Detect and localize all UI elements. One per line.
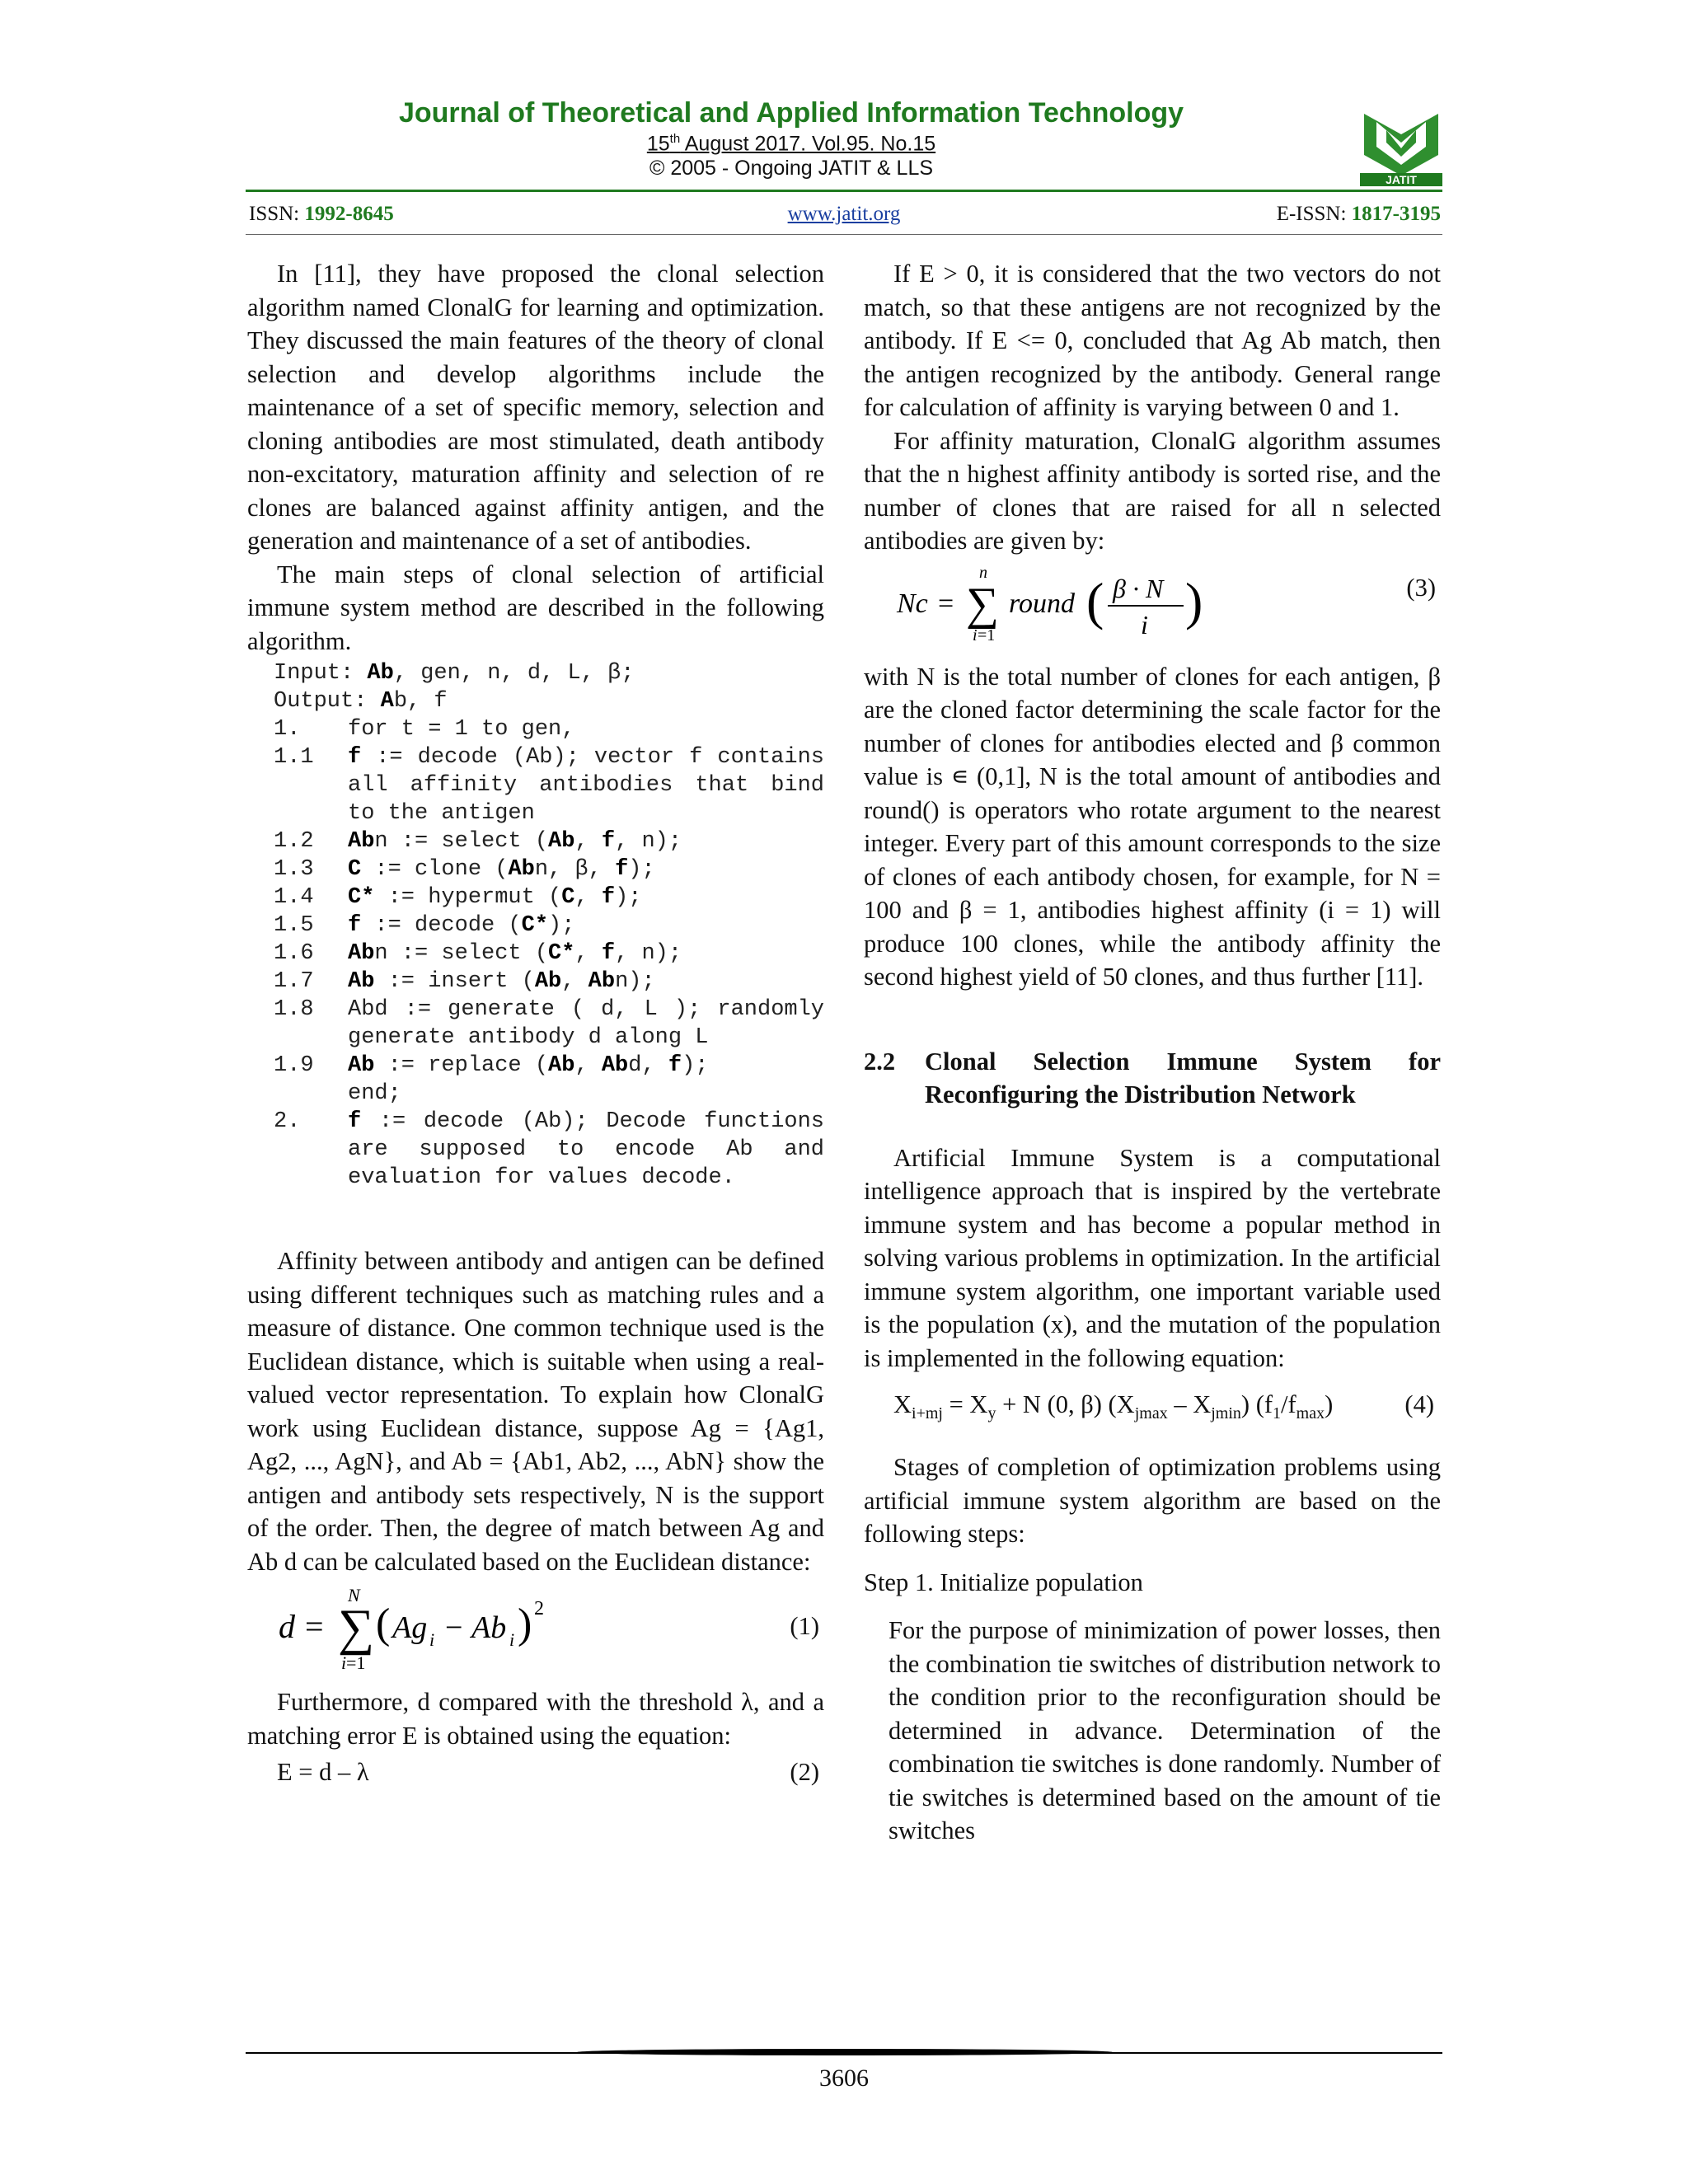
paragraph: For affinity maturation, ClonalG algorithm assumes that the n highest affinity antibody is sorted rise, and the number of clones that are raised for all n selected antibodies are given by: — [864, 426, 1441, 555]
svg-text:(: ( — [376, 1601, 391, 1647]
equation-1-formula — [247, 1578, 775, 1675]
date-day: 15 — [646, 132, 670, 156]
paragraph: Stages of completion of optimization problems using artificial immune system algorithm are based on the following steps: — [864, 1453, 1441, 1548]
equation-1 — [247, 1578, 824, 1675]
step-heading: Step 1. Initialize population — [864, 1568, 1143, 1596]
right-column — [864, 257, 1441, 1848]
svg-text:Ag: Ag — [392, 1610, 428, 1645]
svg-text:i: i — [429, 1629, 435, 1650]
equation-3-formula — [864, 558, 1375, 649]
svg-text:=: = — [938, 588, 954, 619]
page-number: 3606 — [819, 2064, 869, 2092]
eissn: E-ISSN: 1817-3195 — [1276, 203, 1441, 225]
algo-line: end; — [348, 1081, 401, 1106]
algo-line: 2. f := decode (Ab); Decode functions are supposed to encode Ab and evaluation for values decode. — [274, 1109, 824, 1190]
svg-text:round: round — [1009, 588, 1075, 619]
algorithm-block — [274, 659, 824, 1192]
svg-text:∑: ∑ — [338, 1600, 375, 1656]
header-rule — [246, 190, 1442, 192]
svg-text:i: i — [509, 1629, 515, 1650]
paragraph: In [11], they have proposed the clonal selection algorithm named ClonalG for learning and optimization. They discussed the main features of the theory of clonal selection and develop algorithms include the maintenance of a set of specific memory, selection and cloning antibodies are most stimulated, death antibody non-excitatory, maturation affinity and selection of re clones are balanced against affinity antigen, and the generation and maintenance of a set of antibodies. — [247, 260, 824, 555]
left-column — [247, 257, 824, 1792]
algo-line: 1.4 C* := hypermut (C, f); — [274, 885, 642, 910]
equation-4-formula: $X_{i+mj} = X_y + N$ (0, β) $(X_{jmax} - X_{jmin})$ $(f_1/f_{max})$ — [893, 1390, 1334, 1423]
paragraph: Affinity between antibody and antigen can be defined using different techniques such as matching rules and a measure of distance. One common technique used is the Euclidean distance, which is suitable when using a real-valued vector representation. To explain how ClonalG work using Euclidean distance, suppose Ag = {Ag1, Ag2, ..., AgN}, and Ab = {Ab1, Ab2, ..., AbN} show the antigen and antibody sets respectively, N is the support of the order. Then, the degree of match between Ag and Ab d can be calculated based on the Euclidean distance: — [247, 1247, 824, 1576]
paragraph: For the purpose of minimization of power losses, then the combination tie switches of distribution network to the condition prior to the reconfiguration should be determined in advance. Determination of the combination tie switches is done randomly. Number of tie switches is determined based on the amount of tie switches — [889, 1616, 1441, 1844]
svg-text:β · N: β · N — [1113, 573, 1164, 603]
issue-date — [247, 132, 1335, 156]
issn-rule — [246, 234, 1442, 235]
issn: ISSN: 1992-8645 — [249, 203, 394, 225]
paragraph: The main steps of clonal selection of artificial immune system method are described in the following algorithm. — [247, 560, 824, 655]
svg-text:Ab: Ab — [471, 1610, 507, 1645]
svg-text:=1: =1 — [978, 626, 996, 644]
section-title: Clonal Selection Immune System for Reconfiguring the Distribution Network — [925, 1047, 1441, 1108]
svg-text:i: i — [973, 626, 978, 644]
footer-rule-accent — [577, 2049, 1113, 2055]
algo-line: 1.1 f := decode (Ab); vector f contains all affinity antibodies that bind to the antigen — [274, 745, 824, 826]
date-suffix: th — [669, 132, 681, 146]
equation-3 — [864, 558, 1441, 649]
svg-text:i: i — [341, 1652, 347, 1673]
paragraph: Furthermore, d compared with the threshold λ, and a matching error E is obtained using the equation: — [247, 1688, 824, 1750]
svg-text:2: 2 — [534, 1598, 544, 1619]
svg-text:=1: =1 — [346, 1652, 366, 1673]
paragraph: with N is the total number of clones for each antigen, β are the cloned factor determining the scale factor for the number of clones for antibodies elected and β common value is ∊ (0,1], N is the total amount of antibodies and round() is operators who rotate argument to the nearest integer. Every part of this amount corresponds to the size of clones of each antibody chosen, for example, for N = 100 and β = 1, antibodies highest affinity (i = 1) will produce 100 clones, while the antibody affinity the second highest yield of 50 clones, and thus further [11]. — [864, 662, 1441, 991]
algo-input: Input: Ab, gen, n, d, L, β; — [274, 661, 635, 686]
algo-line: 1. for t = 1 to gen, — [274, 717, 575, 742]
equation-number: (3) — [1406, 573, 1436, 602]
issn-row — [247, 203, 1441, 231]
algo-line: 1.2 Abn := select (Ab, f, n); — [274, 829, 682, 854]
svg-text:d: d — [279, 1608, 295, 1645]
journal-title: Journal of Theoretical and Applied Information Technology — [398, 97, 1184, 129]
algo-line: 1.5 f := decode (C*); — [274, 913, 575, 938]
svg-text:∑: ∑ — [966, 578, 999, 630]
svg-text:i: i — [1141, 609, 1148, 640]
algo-line: 1.7 Ab := insert (Ab, Abn); — [274, 969, 655, 994]
equation-number: (1) — [790, 1612, 819, 1640]
paragraph: Artificial Immune System is a computational intelligence approach that is inspired by the vertebrate immune system and has become a popular method in solving various problems in optimization. In the artificial immune system algorithm, one important variable used is the population (x), and the mutation of the population is implemented in the following equation: — [864, 1143, 1441, 1372]
svg-text:): ) — [518, 1601, 532, 1647]
svg-text:N: N — [348, 1585, 360, 1605]
section-number: 2.2 — [864, 1047, 896, 1076]
svg-text:−: − — [445, 1610, 463, 1645]
svg-text:=: = — [305, 1608, 324, 1645]
svg-text:n: n — [979, 563, 987, 582]
copyright: © 2005 - Ongoing JATIT & LLS — [649, 157, 934, 180]
algo-line: 1.6 Abn := select (C*, f, n); — [274, 941, 682, 966]
equation-2 — [247, 1755, 824, 1792]
algo-line: 1.3 C := clone (Abn, β, f); — [274, 857, 655, 882]
equation-4 — [864, 1388, 1441, 1421]
paragraph: If E > 0, it is considered that the two vectors do not match, so that these antigens are not recognized by the antibody. If E <= 0, concluded that Ag Ab match, then the antigen recognized by the antibody. General range for calculation of affinity is varying between 0 and 1. — [864, 260, 1441, 421]
algo-line: 1.8 Abd := generate ( d, L ); randomly generate antibody d along L — [274, 997, 824, 1050]
svg-text:Nc: Nc — [897, 588, 928, 619]
equation-number: (2) — [790, 1758, 819, 1786]
jatit-logo — [1360, 97, 1442, 188]
logo-text: JATIT — [1386, 173, 1417, 186]
svg-text:): ) — [1185, 571, 1203, 630]
equation-number: (4) — [1404, 1390, 1434, 1418]
section-heading — [864, 1045, 1441, 1112]
equation-2-formula: E = d – λ — [277, 1758, 369, 1786]
algo-line: 1.9 Ab := replace (Ab, Abd, f); — [274, 1053, 709, 1078]
date-rest: August 2017. Vol.95. No.15 — [680, 132, 936, 156]
algo-output: Output: Ab, f — [274, 689, 448, 714]
journal-url-link[interactable]: www.jatit.org — [787, 203, 901, 225]
svg-text:(: ( — [1086, 571, 1104, 630]
